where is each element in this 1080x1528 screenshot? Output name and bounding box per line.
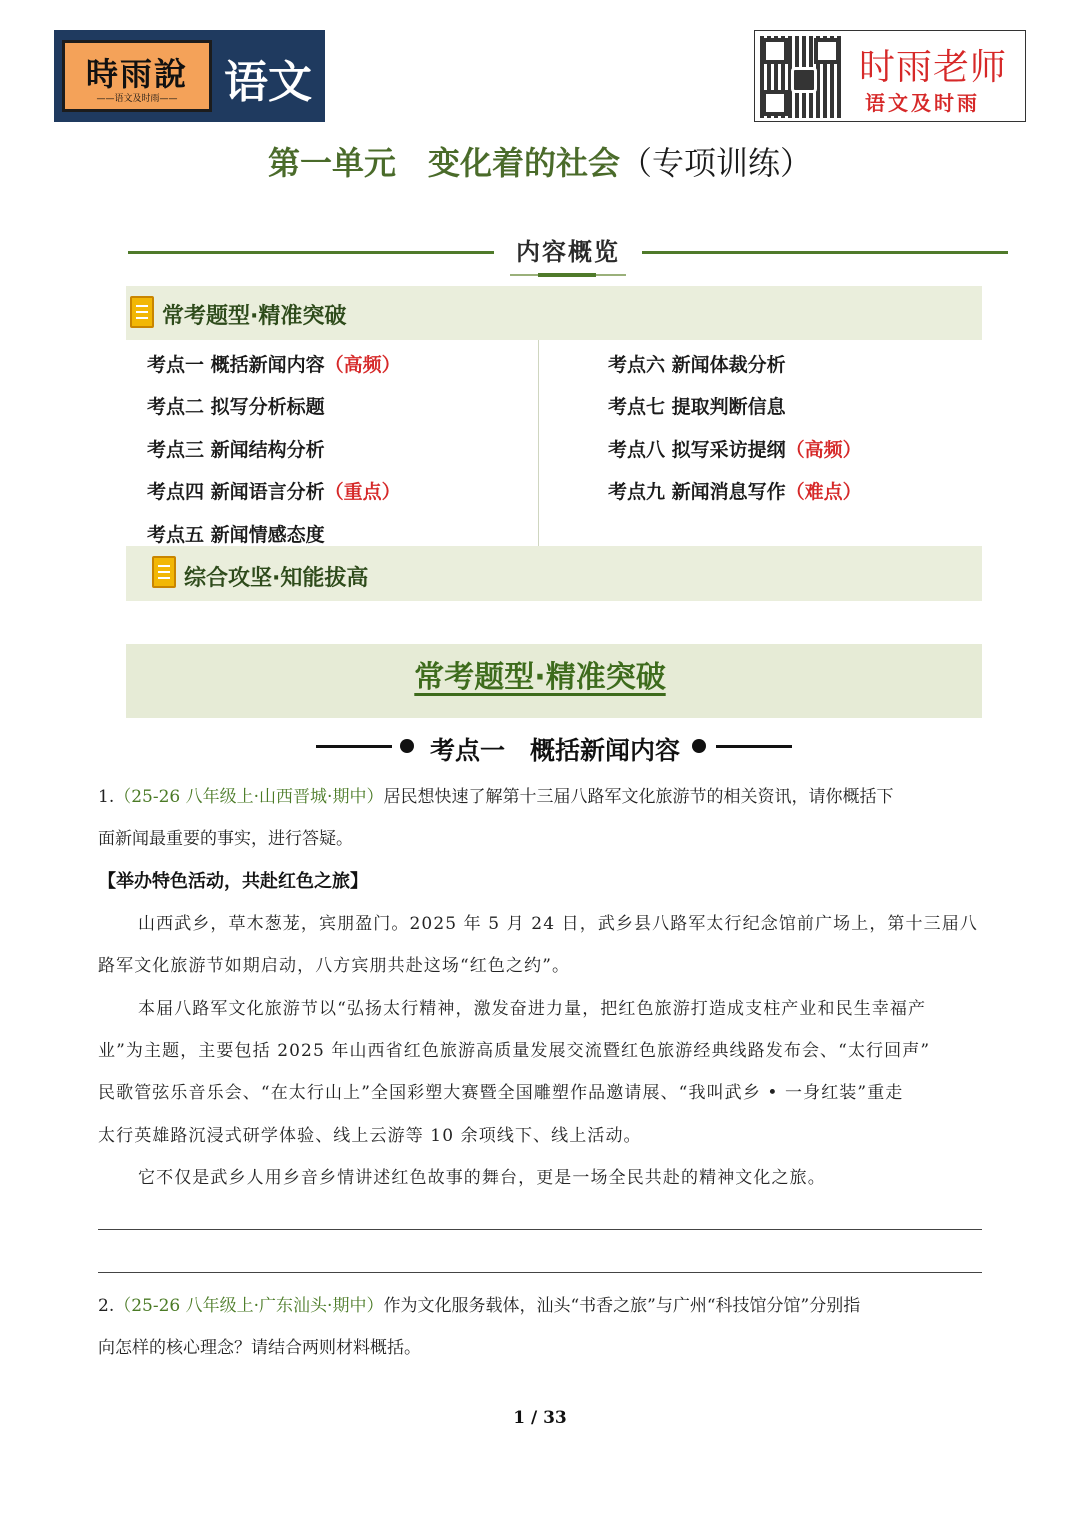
section-title: 常考题型·精准突破 [414, 660, 666, 695]
toc-item-label: 考点五 新闻情感态度 [147, 524, 325, 546]
answer-line[interactable] [98, 1272, 982, 1273]
news-p2-l2: 业”为主题，主要包括 2025 年山西省红色旅游高质量发展交流暨红色旅游经典线路发布会、“太行回声” [98, 1041, 931, 1061]
overview-heading: 内容概览 [516, 238, 620, 266]
news-p2-l4: 太行英雄路沉浸式研学体验、线上云游等 10 余项线下、线上活动。 [98, 1126, 642, 1146]
question-text: 作为文化服务载体，汕头“书香之旅”与广州“科技馆分馆”分别指 [383, 1296, 861, 1316]
kp-dot-left [400, 739, 414, 753]
question-number: 1. [98, 787, 115, 807]
question-source: （25-26 八年级上·山西晋城·期中） [114, 787, 384, 807]
news-p2-l1: 本届八路军文化旅游节以“弘扬太行精神，激发奋进力量，把红色旅游打造成支柱产业和民生幸福产 [138, 999, 927, 1019]
news-p1-l1: 山西武乡，草木葱茏，宾朋盈门。2025 年 5 月 24 日，武乡县八路军太行纪念馆前广场上，第十三届八 [138, 914, 978, 934]
kp-line-right [716, 745, 792, 748]
question-number: 2. [98, 1296, 115, 1316]
q2-prompt-line2: 向怎样的核心理念？请结合两则材料概括。 [98, 1338, 421, 1358]
book-icon [130, 296, 154, 328]
toc-item-5[interactable] [147, 520, 325, 547]
question-text: 居民想快速了解第十三届八路军文化旅游节的相关资讯，请你概括下 [383, 787, 894, 807]
kp-line-left [316, 745, 392, 748]
logo-subject: 语文 [224, 57, 312, 108]
toc-item-4[interactable] [147, 477, 401, 504]
toc-item-tag: （高频） [785, 439, 862, 461]
logo-badge [62, 40, 212, 112]
title-main: 第一单元 变化着的社会 [267, 144, 620, 182]
question-source: （25-26 八年级上·广东汕头·期中） [114, 1296, 384, 1316]
answer-line[interactable] [98, 1229, 982, 1230]
toc-item-tag: （重点） [324, 481, 401, 503]
logo-main-text: 時雨說 [85, 55, 188, 93]
band-label: 常考题型·精准突破 [162, 304, 347, 329]
toc-item-9[interactable] [608, 477, 862, 504]
column-divider [538, 340, 539, 546]
toc-item-tag: （高频） [324, 354, 401, 376]
kp-dot-right [692, 739, 706, 753]
document-title [0, 138, 1080, 184]
brand-subtitle: 语文及时雨 [865, 91, 980, 115]
logo-sub-text: ——语文及时雨—— [96, 94, 178, 104]
toc-item-3[interactable] [147, 435, 325, 462]
toc-item-8[interactable] [608, 435, 862, 462]
divider-left [128, 251, 494, 254]
q1-prompt-line1 [98, 776, 893, 818]
overview-band-comprehensive [126, 546, 982, 601]
toc-item-7[interactable] [608, 392, 786, 419]
toc-item-label: 考点三 新闻结构分析 [147, 439, 325, 461]
news-p3-l1: 它不仅是武乡人用乡音乡情讲述红色故事的舞台，更是一场全民共赴的精神文化之旅。 [138, 1168, 826, 1188]
toc-item-tag: （难点） [785, 481, 862, 503]
toc-item-2[interactable] [147, 392, 325, 419]
title-suffix: （专项训练） [620, 144, 813, 182]
toc-item-label: 考点九 新闻消息写作 [608, 481, 786, 503]
divider-right [642, 251, 1008, 254]
brand-box [754, 30, 1026, 122]
news-p2-l3: 民歌管弦乐音乐会、“在太行山上”全国彩塑大赛暨全国雕塑作品邀请展、“我叫武乡 • 一身红装”重走 [98, 1083, 904, 1103]
toc-item-1[interactable] [147, 350, 401, 377]
toc-item-label: 考点六 新闻体裁分析 [608, 354, 786, 376]
toc-item-label: 考点八 拟写采访提纲 [608, 439, 786, 461]
book-icon [152, 556, 176, 588]
qr-code-icon [760, 36, 842, 118]
news-title: 【举办特色活动，共赴红色之旅】 [98, 871, 368, 892]
overview-underline-accent [538, 273, 596, 277]
toc-item-label: 考点七 提取判断信息 [608, 396, 786, 418]
band-label: 综合攻坚·知能拔高 [184, 566, 369, 591]
q2-prompt-line1 [98, 1285, 860, 1327]
toc-item-label: 考点一 概括新闻内容 [147, 354, 325, 376]
q1-prompt-line2: 面新闻最重要的事实，进行答疑。 [98, 829, 353, 849]
toc-item-6[interactable] [608, 350, 786, 377]
keypoint-heading: 考点一 概括新闻内容 [429, 736, 680, 765]
brand-name: 时雨老师 [859, 47, 1008, 88]
toc-item-label: 考点四 新闻语言分析 [147, 481, 325, 503]
overview-band-common [126, 286, 982, 340]
logo [54, 30, 325, 122]
toc-item-label: 考点二 拟写分析标题 [147, 396, 325, 418]
page-number: 1 / 33 [513, 1408, 567, 1428]
news-p1-l2: 路军文化旅游节如期启动，八方宾朋共赴这场“红色之约”。 [98, 956, 571, 976]
